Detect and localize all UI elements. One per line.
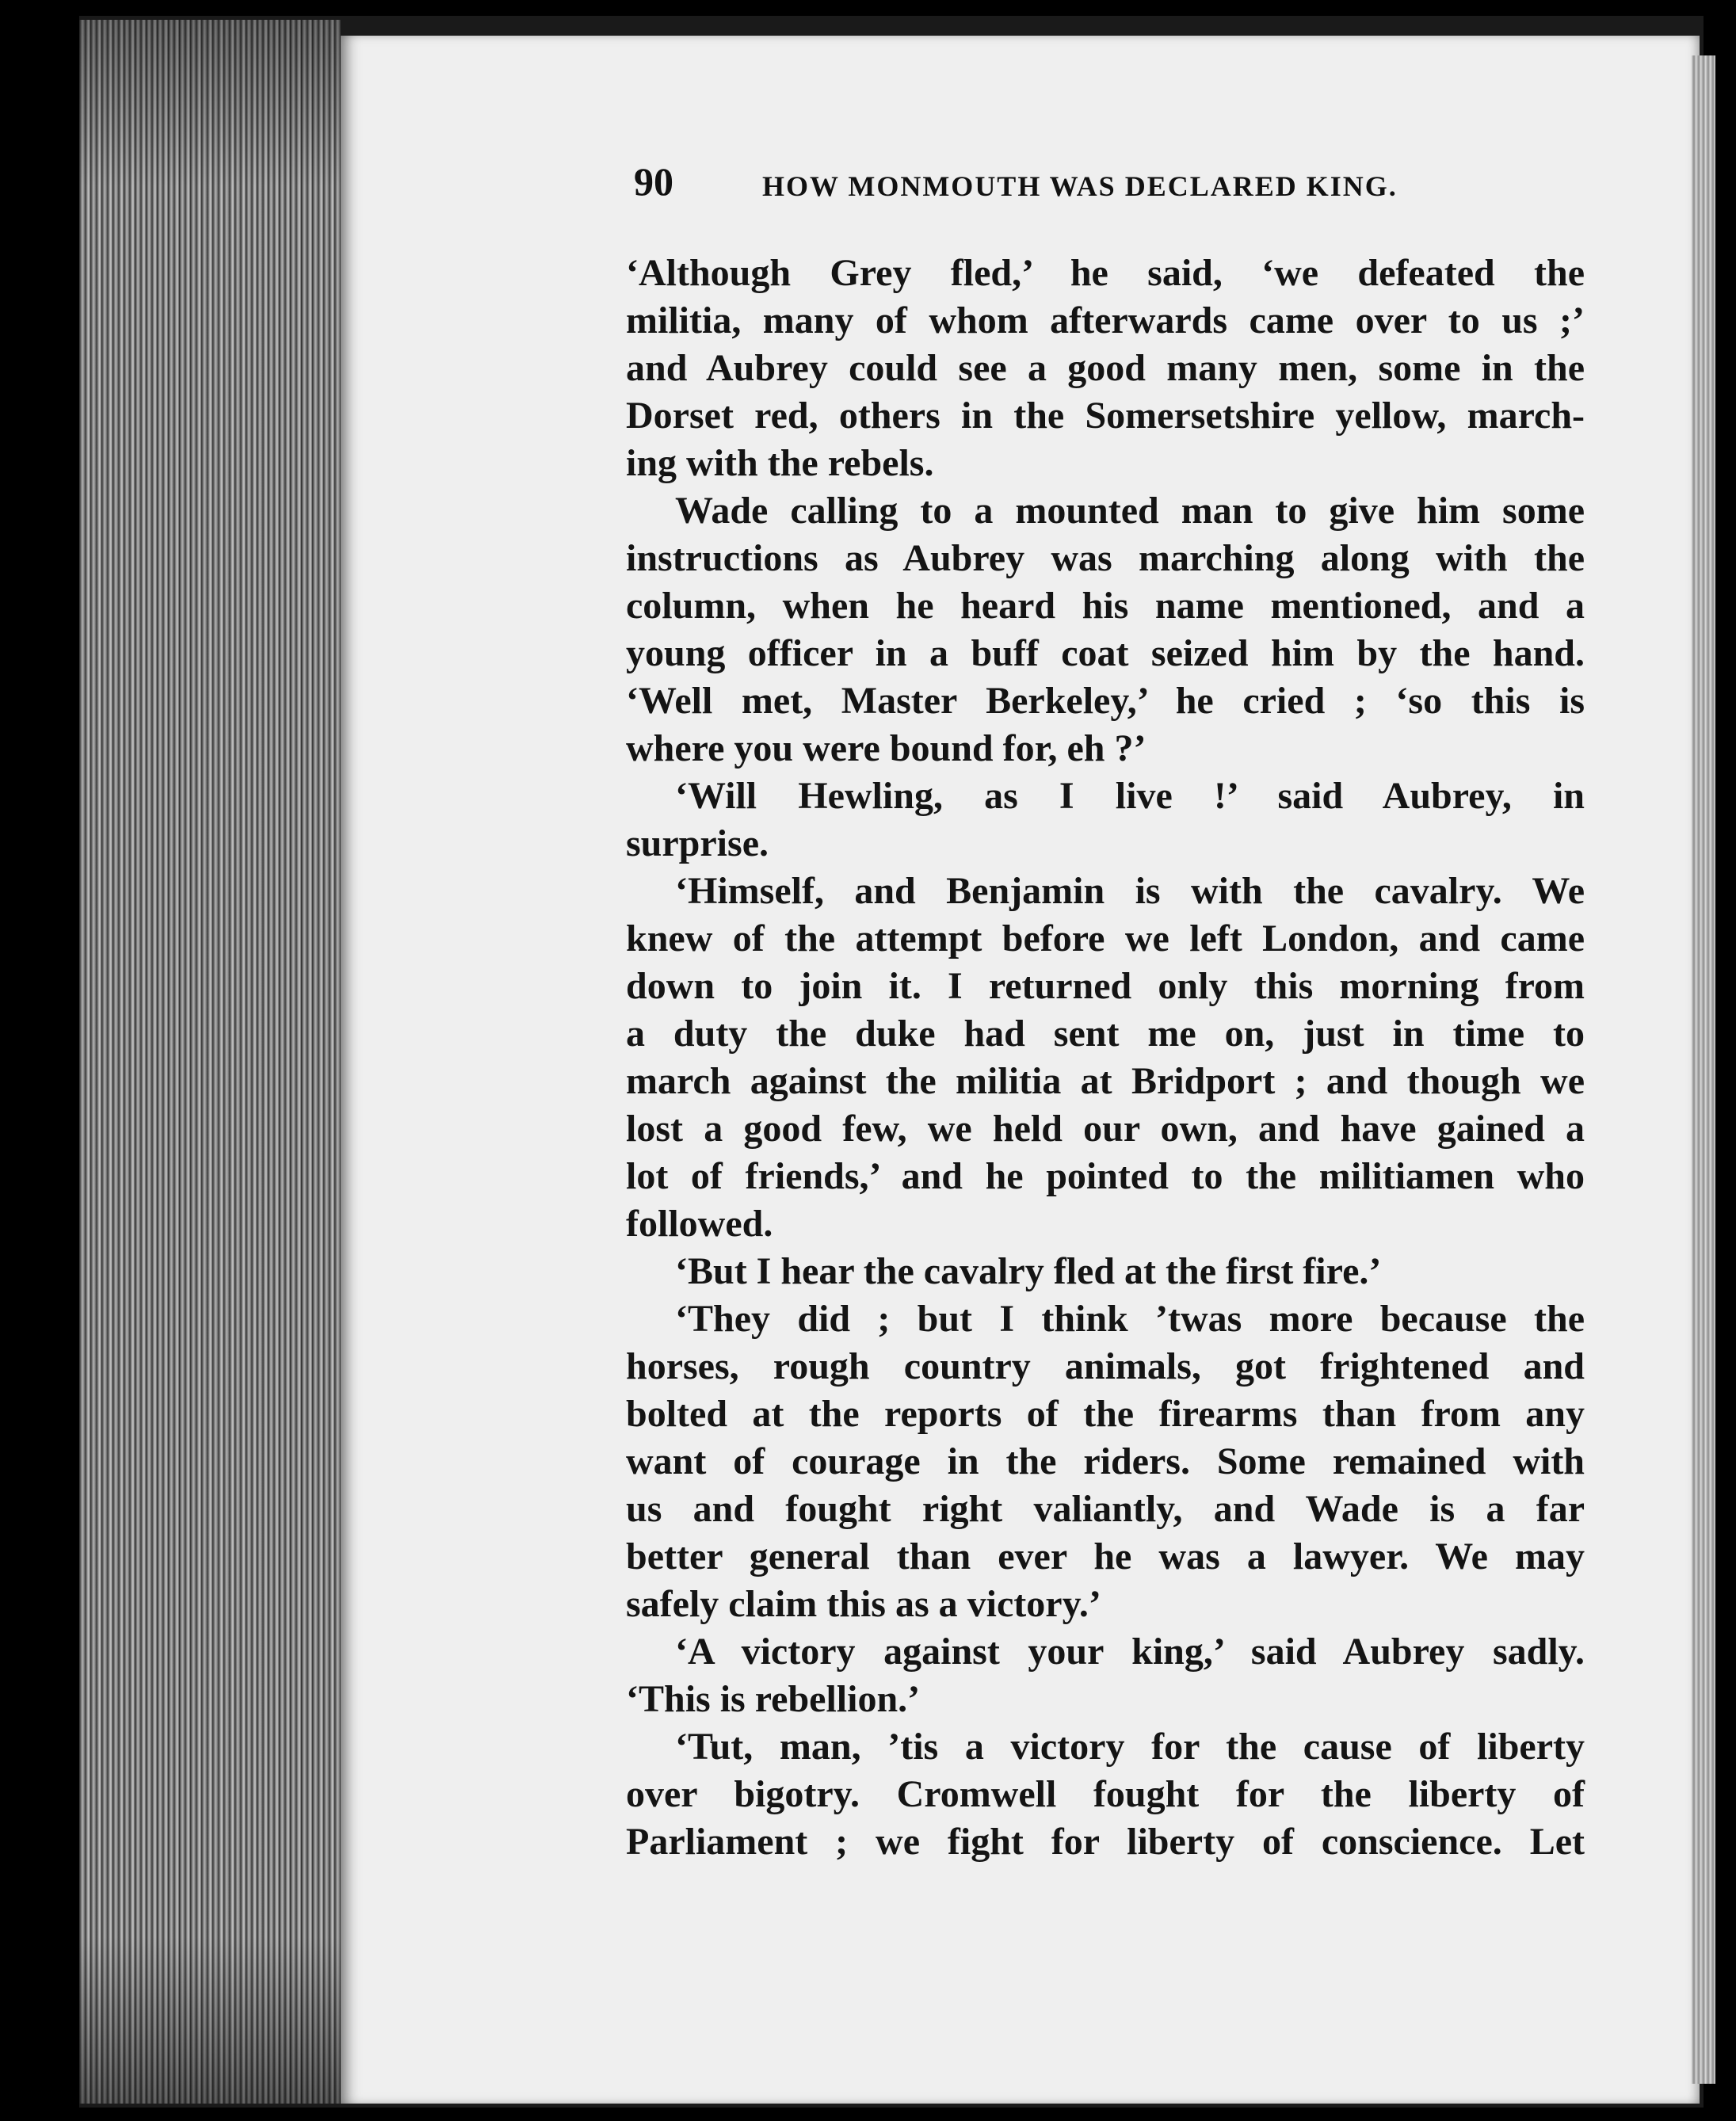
body-text — [626, 250, 1585, 1866]
text-line: better general than ever he was a lawyer. We may — [626, 1535, 1585, 1577]
text-line: ‘Well met, Master Berkeley,’ he cried ; ‘so this is — [626, 680, 1585, 722]
text-line: a duty the duke had sent me on, just in time to — [626, 1013, 1585, 1055]
text-line: lot of friends,’ and he pointed to the militiamen who — [626, 1155, 1585, 1197]
text-line: surprise. — [626, 822, 769, 864]
text-line: Dorset red, others in the Somersetshire yellow, march- — [626, 395, 1585, 437]
text-line: over bigotry. Cromwell fought for the liberty of — [626, 1773, 1585, 1815]
text-line: young officer in a buff coat seized him by the hand. — [626, 632, 1585, 674]
text-line: ‘But I hear the cavalry fled at the first fire.’ — [675, 1250, 1382, 1292]
running-head: HOW MONMOUTH WAS DECLARED KING. — [762, 170, 1398, 202]
text-line: ‘This is rebellion.’ — [626, 1678, 921, 1720]
text-line: Wade calling to a mounted man to give him some — [675, 490, 1585, 532]
text-line: ‘A victory against your king,’ said Aubrey sadly. — [675, 1631, 1585, 1673]
text-line: safely claim this as a victory.’ — [626, 1583, 1101, 1625]
text-line: ‘They did ; but I think ’twas more because the — [675, 1298, 1585, 1340]
text-line: ing with the rebels. — [626, 442, 934, 484]
text-line: ‘Although Grey fled,’ he said, ‘we defeated the — [626, 252, 1585, 294]
text-line: lost a good few, we held our own, and have gained a — [626, 1108, 1585, 1150]
text-line: where you were bound for, eh ?’ — [626, 727, 1147, 769]
page-right-edge — [1692, 55, 1715, 2084]
text-line: horses, rough country animals, got frightened and — [626, 1345, 1585, 1387]
text-line: bolted at the reports of the firearms than from any — [626, 1393, 1585, 1435]
text-line: column, when he heard his name mentioned, and a — [626, 585, 1585, 627]
text-line: instructions as Aubrey was marching along with the — [626, 537, 1585, 579]
text-line: ‘Will Hewling, as I live !’ said Aubrey, in — [675, 775, 1585, 817]
text-line: knew of the attempt before we left London, and came — [626, 917, 1585, 959]
text-line: down to join it. I returned only this morning from — [626, 965, 1585, 1007]
page-header — [634, 158, 1585, 214]
text-line: march against the militia at Bridport ; and though we — [626, 1060, 1585, 1102]
text-line: and Aubrey could see a good many men, some in the — [626, 347, 1585, 389]
text-line: militia, many of whom afterwards came over to us ;’ — [626, 299, 1585, 341]
page-number: 90 — [634, 159, 673, 204]
text-line: followed. — [626, 1203, 773, 1245]
text-line: us and fought right valiantly, and Wade is a far — [626, 1488, 1585, 1530]
text-line: want of courage in the riders. Some remained with — [626, 1440, 1585, 1482]
text-line: ‘Tut, man, ’tis a victory for the cause of liberty — [675, 1726, 1585, 1768]
text-line: Parliament ; we fight for liberty of conscience. Let — [626, 1821, 1585, 1863]
page-edges-shadow — [79, 20, 341, 2104]
text-line: ‘Himself, and Benjamin is with the cavalry. We — [675, 870, 1585, 912]
